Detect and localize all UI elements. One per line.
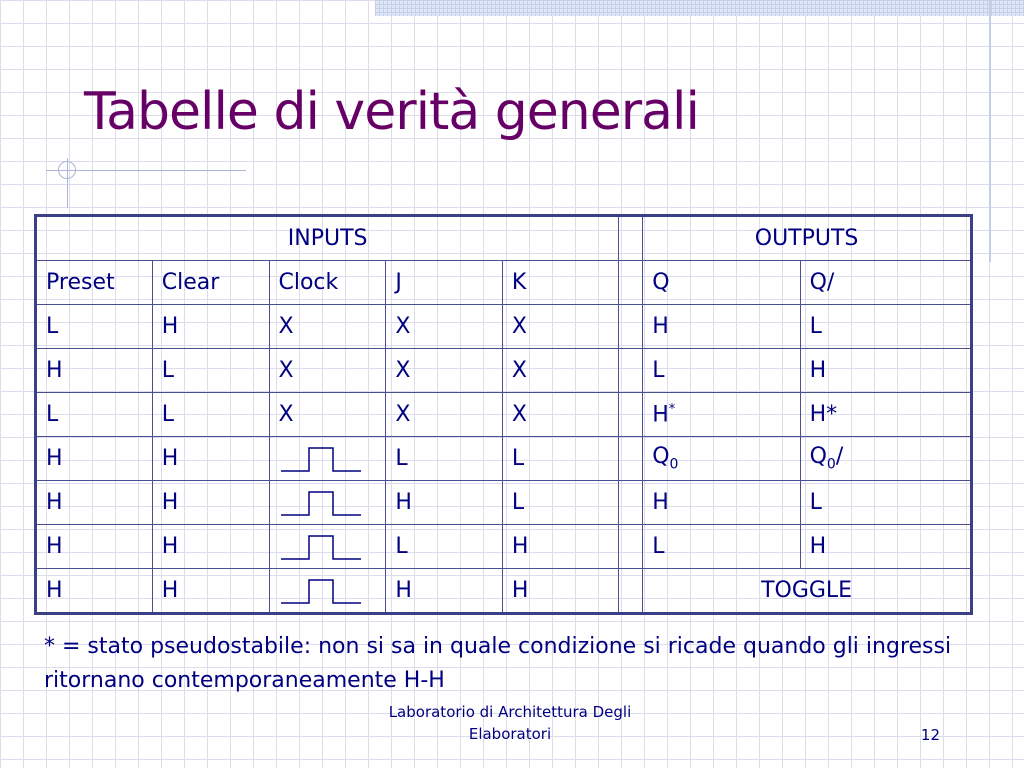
qn-cell: H <box>800 349 971 393</box>
clear-cell: H <box>152 305 269 349</box>
right-decorative-line <box>989 0 991 262</box>
q-superscript: * <box>668 401 676 417</box>
title-underline <box>46 170 246 171</box>
column-header-row <box>36 261 972 305</box>
column-header: J <box>386 261 502 305</box>
qn-suffix: / <box>835 444 844 470</box>
clear-cell: H <box>152 437 269 481</box>
q-value: H <box>652 402 669 428</box>
separator-cell <box>619 261 643 305</box>
q-cell: H <box>643 305 800 349</box>
qn-cell: H <box>800 525 971 569</box>
column-header: Q/ <box>800 261 971 305</box>
table-row <box>36 481 972 525</box>
column-header: Clock <box>269 261 386 305</box>
j-cell: L <box>386 525 502 569</box>
j-cell: X <box>386 393 502 437</box>
clock-pulse-icon <box>279 488 363 518</box>
k-cell: L <box>502 437 618 481</box>
clock-cell: X <box>269 349 386 393</box>
k-cell: X <box>502 393 618 437</box>
separator-cell <box>619 349 643 393</box>
clock-pulse-icon <box>279 532 363 562</box>
preset-cell: L <box>36 305 153 349</box>
clock-pulse-icon <box>279 444 363 474</box>
q-cell <box>643 393 800 437</box>
clock-cell <box>269 481 386 525</box>
k-cell: H <box>502 569 618 614</box>
page-number: 12 <box>920 726 940 744</box>
j-cell: H <box>386 569 502 614</box>
table-row <box>36 437 972 481</box>
separator-cell <box>619 437 643 481</box>
qn-subscript: 0 <box>826 456 836 473</box>
clear-cell: L <box>152 349 269 393</box>
footnote: * = stato pseudostabile: non si sa in quale condizione si ricade quando gli ingressi ritornano contemporaneamente H-H <box>44 634 952 693</box>
qn-cell: H* <box>800 393 971 437</box>
title-crosshair-circle <box>58 161 76 179</box>
clear-cell: L <box>152 393 269 437</box>
column-header: K <box>502 261 618 305</box>
preset-cell: L <box>36 393 153 437</box>
qn-value: Q <box>809 444 827 470</box>
column-header: Clear <box>152 261 269 305</box>
slide-title: Tabelle di verità generali <box>84 82 699 142</box>
table-row <box>36 569 972 614</box>
k-cell: L <box>502 481 618 525</box>
footer-line: Laboratorio di Architettura Degli <box>388 703 632 721</box>
separator-cell <box>619 481 643 525</box>
k-cell: X <box>502 349 618 393</box>
preset-cell: H <box>36 481 153 525</box>
table-row <box>36 349 972 393</box>
q-cell: L <box>643 349 800 393</box>
truth-table <box>34 214 973 615</box>
j-cell: X <box>386 305 502 349</box>
footer-course <box>345 701 675 745</box>
table-row <box>36 393 972 437</box>
q-cell <box>643 437 800 481</box>
clear-cell: H <box>152 481 269 525</box>
separator-cell <box>619 216 643 261</box>
column-header: Preset <box>36 261 153 305</box>
preset-cell: H <box>36 569 153 614</box>
preset-cell: H <box>36 525 153 569</box>
j-cell: L <box>386 437 502 481</box>
separator-cell <box>619 393 643 437</box>
j-cell: X <box>386 349 502 393</box>
clear-cell: H <box>152 525 269 569</box>
q-value: Q <box>652 444 670 470</box>
preset-cell: H <box>36 437 153 481</box>
qn-cell: L <box>800 481 971 525</box>
clear-cell: H <box>152 569 269 614</box>
outputs-header: OUTPUTS <box>643 216 972 261</box>
preset-cell: H <box>36 349 153 393</box>
q-cell: L <box>643 525 800 569</box>
clock-cell <box>269 569 386 614</box>
table-row <box>36 305 972 349</box>
separator-cell <box>619 525 643 569</box>
clock-cell: X <box>269 393 386 437</box>
k-cell: H <box>502 525 618 569</box>
qn-cell: L <box>800 305 971 349</box>
k-cell: X <box>502 305 618 349</box>
column-header: Q <box>643 261 800 305</box>
separator-cell <box>619 569 643 614</box>
footer-line: Elaboratori <box>468 725 552 743</box>
top-decorative-band <box>375 0 1024 16</box>
separator-cell <box>619 305 643 349</box>
inputs-header: INPUTS <box>36 216 619 261</box>
toggle-cell: TOGGLE <box>643 569 972 614</box>
table-row <box>36 525 972 569</box>
header-group-row <box>36 216 972 261</box>
qn-cell <box>800 437 971 481</box>
clock-cell: X <box>269 305 386 349</box>
j-cell: H <box>386 481 502 525</box>
clock-cell <box>269 525 386 569</box>
clock-pulse-icon <box>279 576 363 606</box>
q-subscript: 0 <box>669 456 679 473</box>
clock-cell <box>269 437 386 481</box>
q-cell: H <box>643 481 800 525</box>
